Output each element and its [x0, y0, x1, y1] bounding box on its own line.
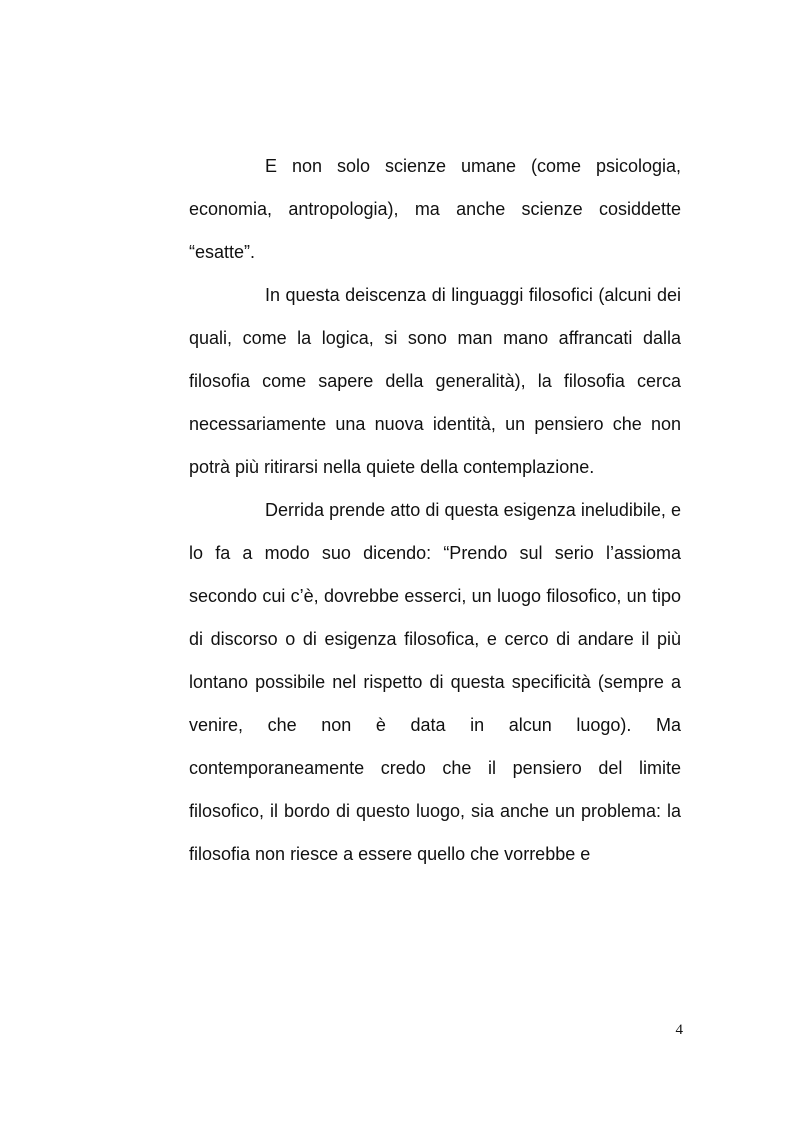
page-number: 4 [675, 1022, 683, 1038]
body-text [189, 145, 681, 876]
paragraph-3: Derrida prende atto di questa esigenza ineludibile, e lo fa a modo suo dicendo: “Prendo sul serio l’assioma secondo cui c’è, dovrebbe esserci, un luogo filosofico, un tipo di discorso o di esigenza filosofica, e cerco di andare il più lontano possibile nel rispetto di questa specificità (sempre a venire, che non è data in alcun luogo). Ma contemporaneamente credo che il pensiero del limite filosofico, il bordo di questo luogo, sia anche un problema: la filosofia non riesce a essere quello che vorrebbe e [189, 500, 681, 864]
paragraph-1: E non solo scienze umane (come psicologia, economia, antropologia), ma anche scienze cosiddette “esatte”. [189, 156, 681, 262]
paragraph-2: In questa deiscenza di linguaggi filosofici (alcuni dei quali, come la logica, si sono man mano affrancati dalla filosofia come sapere della generalità), la filosofia cerca necessariamente una nuova identità, un pensiero che non potrà più ritirarsi nella quiete della contemplazione. [189, 285, 681, 477]
